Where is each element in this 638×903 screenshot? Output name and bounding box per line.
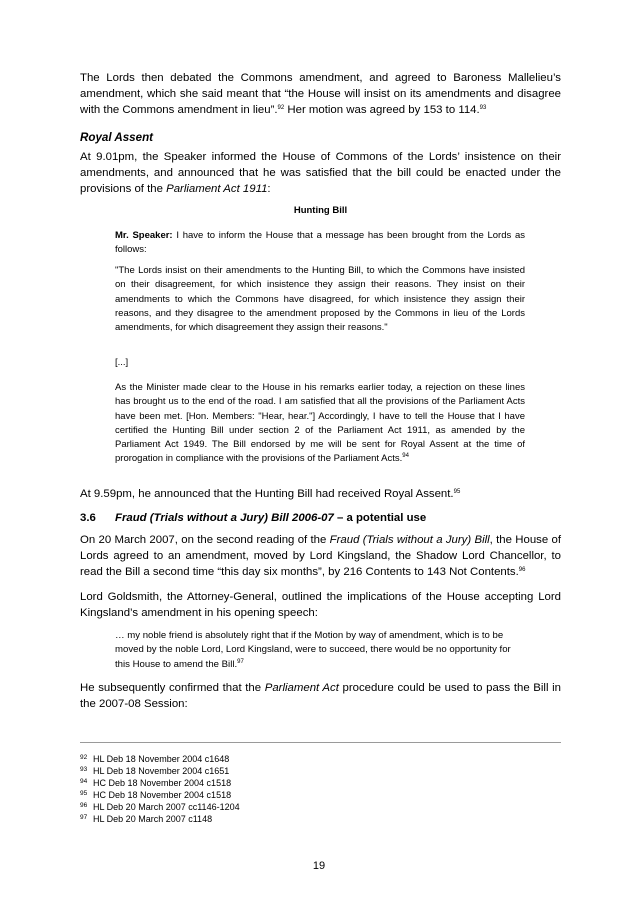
paragraph-royal-assent: At 9.01pm, the Speaker informed the House of Commons of the Lords’ insistence on their amendments, and announced that he was satisfied that the bill could be enacted under the provisions of the Parliament Act 1911:	[80, 151, 561, 196]
paragraph-fraud-bill: On 20 March 2007, on the second reading of the Fraud (Trials without a Jury) Bill, the House of Lords agreed to an amendment, moved by Lord Kingsland, the Shadow Lord Chancellor, to read the Bill a second time “this day six months”, by 216 Contents to 143 Not Contents.$^{96}$	[80, 534, 562, 579]
footnote-93: 93 HL Deb 18 November 2004 c1651	[80, 766, 230, 776]
paragraph-royal-assent-received: At 9.59pm, he announced that the Hunting Bill had received Royal Assent.$^{95}$	[80, 488, 461, 500]
footnote-divider	[80, 742, 561, 743]
footnote-ref: 92	[277, 105, 285, 112]
footnote-96: 96 HL Deb 20 March 2007 cc1146-1204	[80, 802, 240, 812]
quote-minister-remarks: As the Minister made clear to the House in his remarks earlier today, a rejection on these lines has brought us to the end of the road. I am satisfied that all the provisions of the Parliament Acts have been met. [Hon. Members: "Hear, hear."] Accordingly, I have to tell the House that I have certified the Hunting Bill under section 2 of the Parliament Act 1911, as amended by the Parliament Act 1949. The Bill endorsed by me will be sent for Royal Assent at the time of prorogation in compliance with the provisions of the Parliament Acts.$^{94}$	[115, 382, 525, 465]
footnote-ref: 93	[479, 105, 487, 112]
section-heading-3-6: 3.6 Fraud (Trials without a Jury) Bill 2006-07 – a potential use	[80, 512, 427, 524]
royal-assent-heading: Royal Assent	[80, 131, 154, 144]
quote-lords-message: "The Lords insist on their amendments to the Hunting Bill, to which the Commons have insisted on their disagreement, for which insistence they assign their reasons. They insist on their amendments to which the Commons have disagreed, for which insistence they assign their reasons, and they disagree to the amendment proposed by the Commons in lieu of the Lords amendments, for which disagreement they assign their reasons."	[115, 265, 525, 334]
quote-ellipsis: [...]	[115, 357, 129, 368]
footnote-97: 97 HL Deb 20 March 2007 c1148	[80, 814, 213, 824]
footnote-95: 95 HC Deb 18 November 2004 c1518	[80, 790, 232, 800]
quote-speaker-message: Mr. Speaker: I have to inform the House that a message has been brought from the Lords as follows:	[115, 230, 526, 256]
footnote-94: 94 HC Deb 18 November 2004 c1518	[80, 778, 232, 788]
footnote-ref: 94	[402, 453, 409, 460]
paragraph-lords-debate: The Lords then debated the Commons amendment, and agreed to Baroness Mallelieu’s amendment, which she said meant that “the House will insist on its amendments and disagree with the Commons amendment in lieu”.$^{92}$ Her motion was agreed by 153 to 114.93	[80, 72, 561, 117]
footnote-ref: 96	[518, 567, 526, 574]
page-number: 19	[312, 860, 326, 872]
paragraph-parliament-act: He subsequently confirmed that the Parliament Act procedure could be used to pass the Bill in the 2007-08 Session:	[80, 682, 561, 711]
footnote-92: 92 HL Deb 18 November 2004 c1648	[80, 754, 230, 764]
hunting-bill-title: Hunting Bill	[293, 205, 348, 216]
paragraph-goldsmith: Lord Goldsmith, the Attorney-General, outlined the implications of the House accepting Lord Kingsland’s amendment in his opening speech:	[80, 591, 561, 620]
quote-goldsmith-speech: … my noble friend is absolutely right that if the Motion by way of amendment, which is to be moved by the noble Lord, Lord Kingsland, were to succeed, there would be no opportunity for this House to amend the Bill.$^{97}$	[115, 630, 511, 670]
footnote-ref: 95	[453, 489, 461, 495]
footnote-ref: 97	[237, 658, 244, 665]
